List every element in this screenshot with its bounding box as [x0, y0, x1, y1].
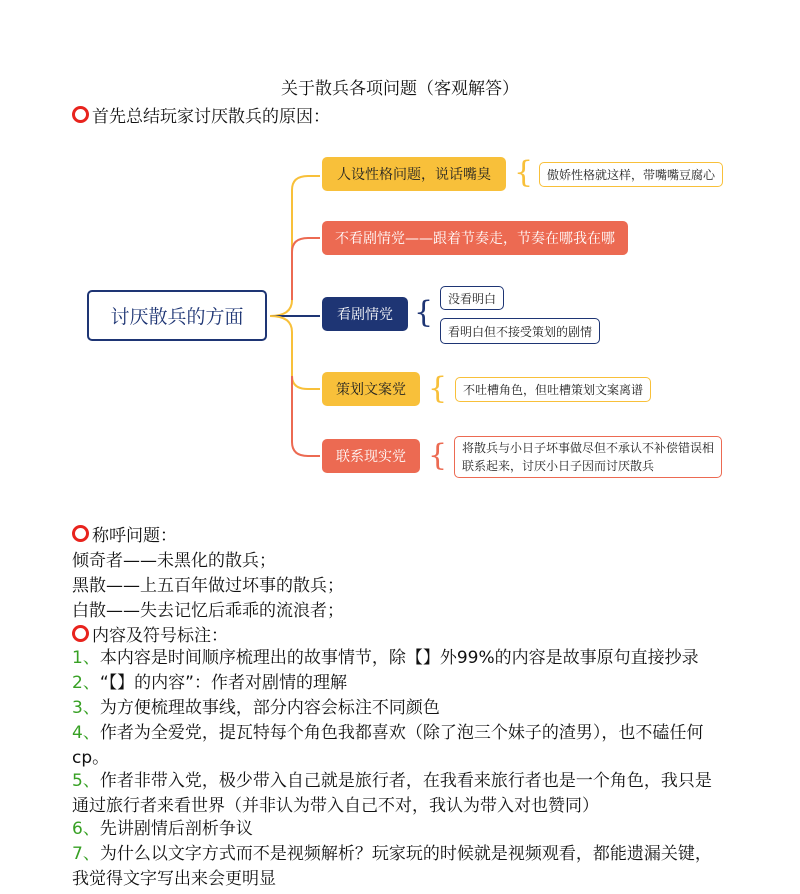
mindmap-root-node: 讨厌散兵的方面	[87, 290, 267, 341]
item-number: 4、	[72, 723, 100, 743]
list-item	[72, 721, 722, 771]
list-item	[72, 842, 722, 892]
detail-writing: 不吐槽角色，但吐槽策划文案离谱	[455, 377, 651, 402]
detail-not-accepted: 看明白但不接受策划的剧情	[440, 318, 600, 344]
list-item	[72, 769, 722, 819]
item-text: 为什么以文字方式而不是视频解析？玩家玩的时候就是视频观看，都能遗漏关键，我觉得文字写出来会更明显	[72, 844, 712, 889]
branch-node-writing: 策划文案党	[322, 372, 420, 406]
item-text: 作者为全爱党，提瓦特每个角色我都喜欢（除了泡三个妹子的渣男），也不磕任何cp。	[72, 723, 704, 768]
branch-node-story: 看剧情党	[322, 297, 408, 331]
brace-icon: {	[414, 295, 434, 330]
detail-reality-line: 将散兵与小日子坏事做尽但不承认不补偿错误相	[462, 441, 715, 455]
brace-icon: {	[514, 155, 534, 190]
item-text: 先讲剧情后剖析争议	[99, 819, 253, 839]
item-text: 作者非带入党，极少带入自己就是旅行者，在我看来旅行者也是一个角色，我只是通过旅行者来看世界（并非认为带入自己不对，我认为带入对也赞同）	[72, 771, 712, 816]
item-number: 6、	[72, 819, 100, 839]
list-item	[72, 646, 722, 671]
detail-personality: 傲娇性格就这样，带嘴嘴豆腐心	[539, 162, 723, 187]
item-number: 3、	[72, 698, 100, 718]
item-number: 2、	[72, 673, 100, 693]
section-heading-names	[72, 521, 177, 546]
detail-reality	[454, 436, 722, 478]
name-line: 白散——失去记忆后乖乖的流浪者；	[72, 601, 344, 621]
brace-icon: {	[428, 371, 448, 406]
name-line: 黑散——上五百年做过坏事的散兵；	[72, 576, 344, 596]
section-heading-text: 首先总结玩家讨厌散兵的原因：	[92, 107, 330, 127]
section-heading-notes	[72, 621, 228, 646]
brace-icon: {	[428, 438, 448, 473]
document-title: 关于散兵各项问题（客观解答）	[281, 79, 519, 99]
section-heading-text: 内容及符号标注：	[92, 626, 228, 646]
branch-node-no-story: 不看剧情党——跟着节奏走，节奏在哪我在哪	[322, 221, 628, 255]
detail-reality-line: 联系起来，讨厌小日子因而讨厌散兵	[462, 459, 655, 473]
list-item	[72, 671, 722, 696]
item-text: “【】的内容”：作者对剧情的理解	[99, 673, 347, 693]
branch-node-reality: 联系现实党	[322, 439, 420, 473]
branch-node-personality: 人设性格问题，说话嘴臭	[322, 157, 506, 191]
item-number: 5、	[72, 771, 100, 791]
list-item	[72, 696, 722, 721]
item-text: 本内容是时间顺序梳理出的故事情节，除【】外99%的内容是故事原句直接抄录	[99, 648, 699, 668]
detail-not-understood: 没看明白	[440, 286, 504, 310]
item-number: 1、	[72, 648, 100, 668]
item-text: 为方便梳理故事线，部分内容会标注不同颜色	[99, 698, 440, 718]
list-item	[72, 817, 722, 842]
name-line: 倾奇者——未黑化的散兵；	[72, 551, 276, 571]
section-heading-text: 称呼问题：	[92, 526, 177, 546]
red-circle-icon	[72, 525, 89, 542]
red-circle-icon	[72, 625, 89, 642]
item-number: 7、	[72, 844, 100, 864]
